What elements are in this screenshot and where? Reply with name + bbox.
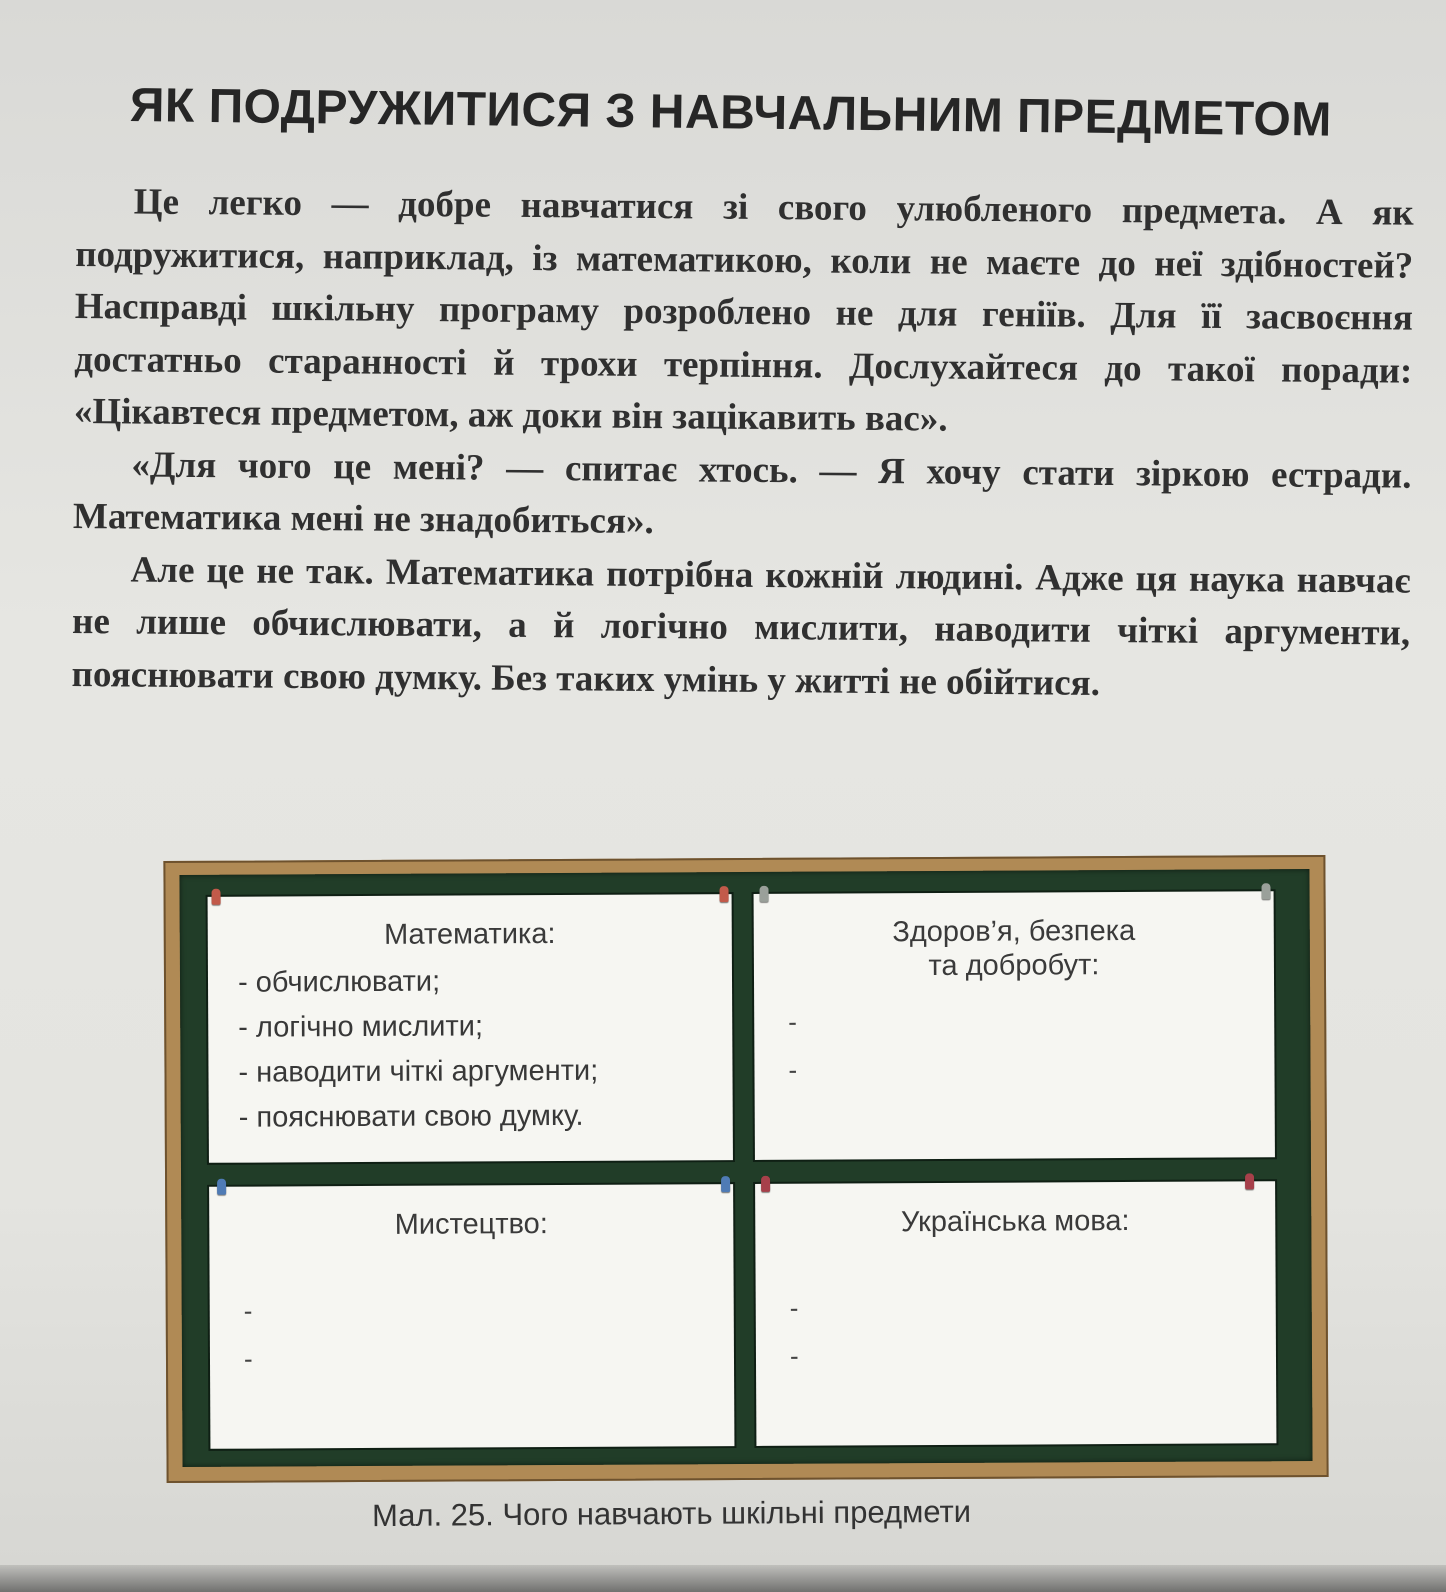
pin-icon xyxy=(721,1176,730,1192)
pin-icon xyxy=(760,886,769,902)
paragraph-3: Але це не так. Математика потрібна кожній людині. Адже ця наука навчає не лише обчислювати, а й логічно мислити, наводити чіткі аргументи, пояснювати свою думку. Без таких умінь у житті не обійтися. xyxy=(71,548,1411,704)
card-math-title: Математика: xyxy=(383,917,556,951)
pin-icon xyxy=(217,1179,226,1195)
card-health-dashes xyxy=(788,998,797,1094)
list-item: - xyxy=(788,1054,798,1085)
list-item: - обчислювати; xyxy=(237,965,441,999)
card-art xyxy=(209,1184,734,1449)
list-item: - xyxy=(789,1292,799,1323)
list-item: - xyxy=(243,1343,253,1374)
paragraph-2: «Для чого це мені? — спитає хтось. — Я хочу стати зіркою естради. Математика мені не знадобиться». xyxy=(72,443,1412,543)
card-health-title xyxy=(754,913,1274,984)
pin-icon xyxy=(720,886,729,902)
pin-icon xyxy=(1262,883,1271,899)
pin-icon xyxy=(761,1176,770,1192)
card-health xyxy=(754,891,1275,1160)
body-text xyxy=(71,176,1414,713)
card-math xyxy=(208,894,733,1163)
pin-icon xyxy=(1245,1173,1254,1189)
page-edge-shadow xyxy=(0,1565,1446,1592)
figure-caption: Мал. 25. Чого навчають шкільні предмети xyxy=(371,1493,972,1534)
figure-chalkboard xyxy=(163,855,1328,1483)
card-health-title-line2: та добробут: xyxy=(928,949,1100,983)
card-ukrainian-dashes xyxy=(790,1284,799,1380)
list-item: - логічно мислити; xyxy=(238,1010,484,1044)
card-ukrainian xyxy=(755,1181,1276,1446)
page-title: ЯК ПОДРУЖИТИСЯ З НАВЧАЛЬНИМ ПРЕДМЕТОМ xyxy=(129,79,1333,147)
paragraph-1: Це легко — добре навчатися зі свого улюбленого предмета. А як подружитися, наприклад, із математикою, коли не маєте до неї здібностей? Насправді шкільну програму розроблено не для геніїв. Для її засвоєння достатньо старанності й трохи терпіння. Дослухайтеся до такої поради: «Цікавтеся предметом, аж доки він зацікавить вас». xyxy=(73,181,1414,440)
list-item: - xyxy=(243,1295,253,1326)
pin-icon xyxy=(212,889,221,905)
list-item: - xyxy=(789,1340,799,1371)
list-item: - xyxy=(788,1006,797,1037)
card-health-title-line1: Здоров’я, безпека xyxy=(892,914,1136,949)
card-art-title: Мистецтво: xyxy=(394,1208,548,1241)
card-art-dashes xyxy=(244,1287,253,1383)
board-surface xyxy=(179,869,1312,1467)
card-math-list xyxy=(238,959,599,1141)
card-ukrainian-title: Українська мова: xyxy=(900,1204,1130,1239)
list-item: - пояснювати свою думку. xyxy=(238,1099,584,1134)
list-item: - наводити чіткі аргументи; xyxy=(238,1054,599,1089)
